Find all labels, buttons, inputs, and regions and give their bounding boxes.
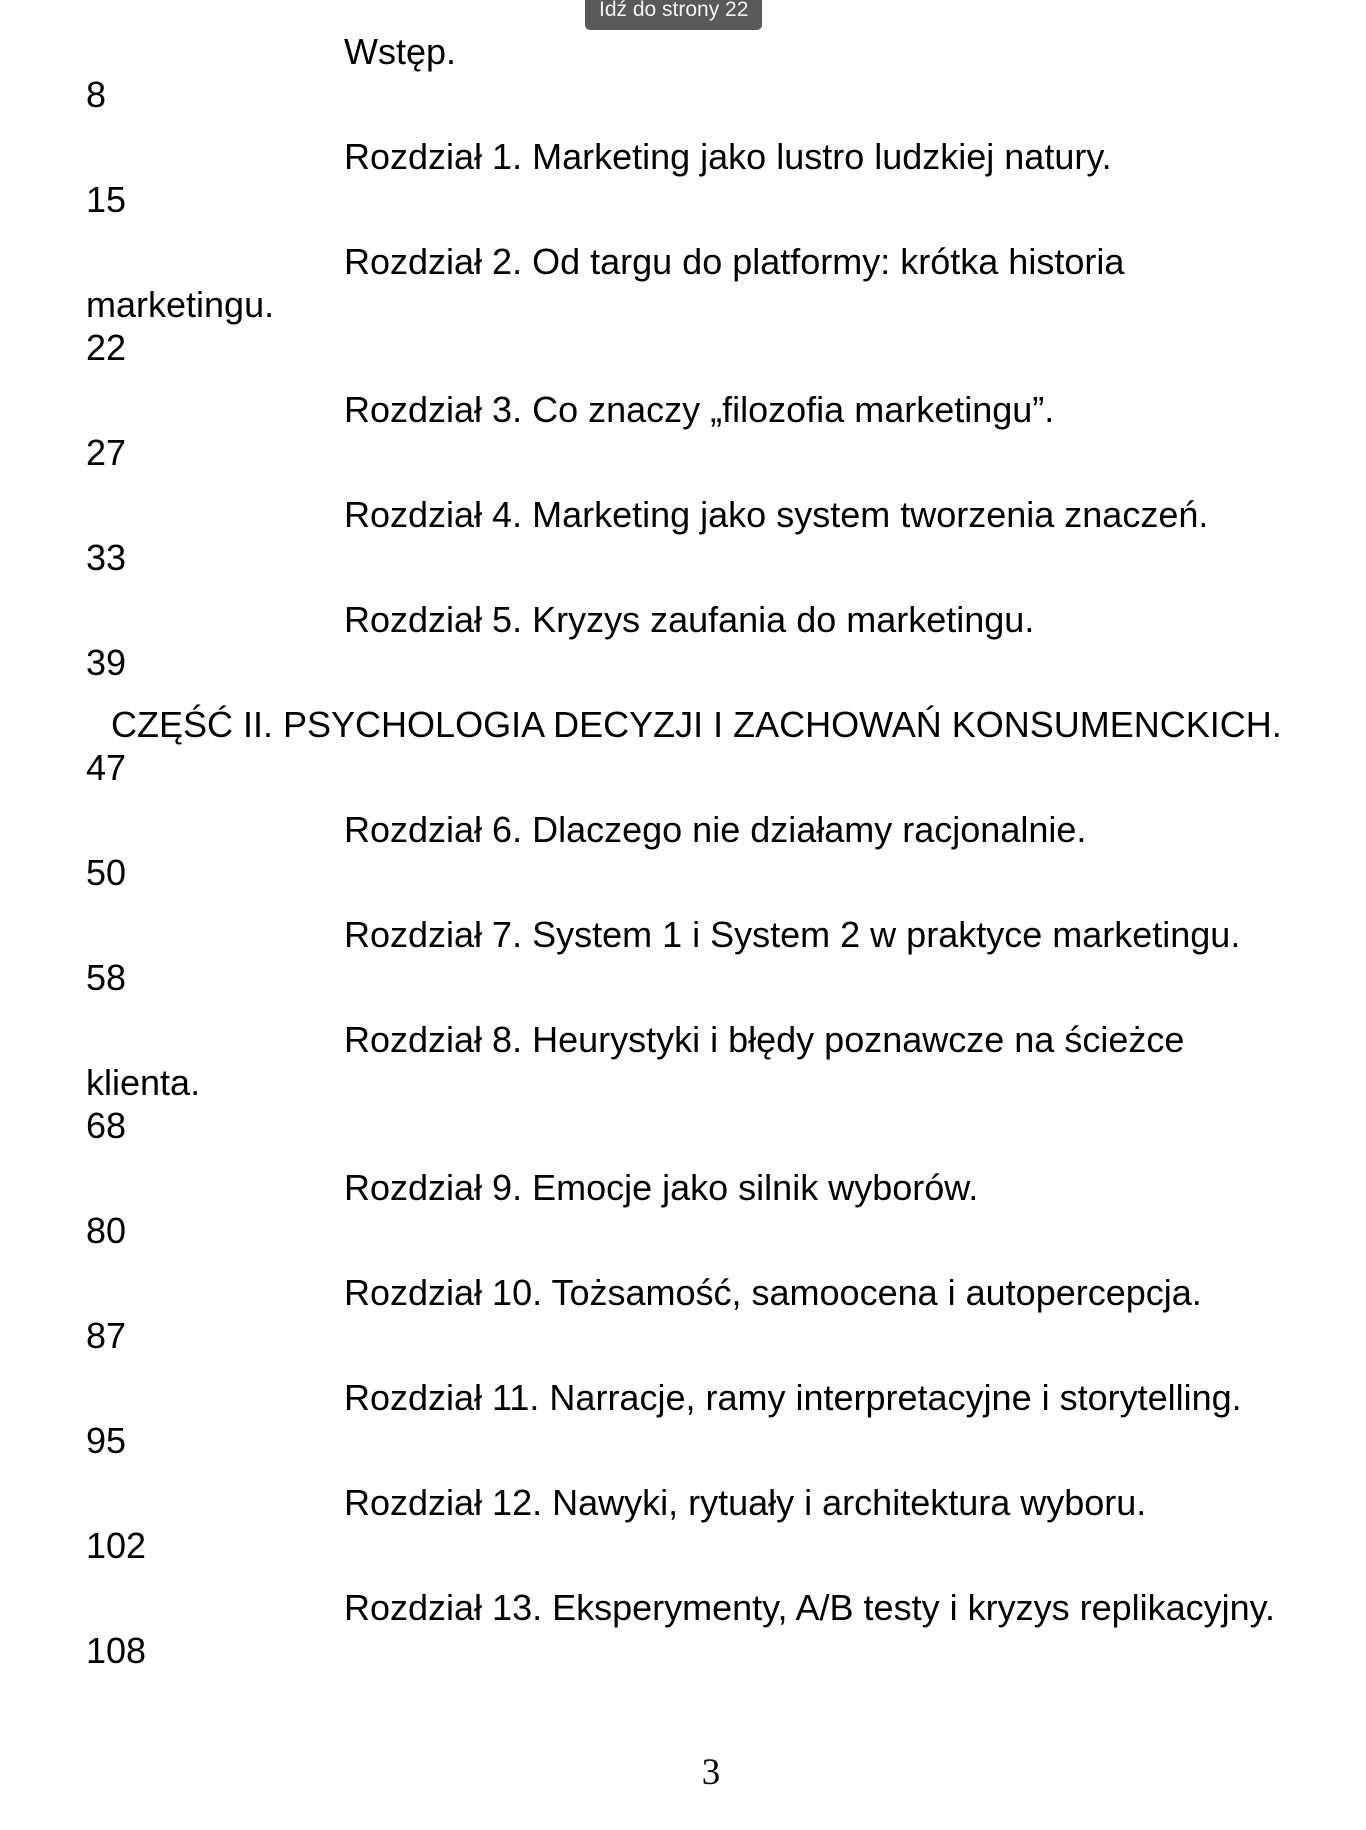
toc-entry bbox=[86, 1018, 1294, 1147]
toc-entry-page[interactable]: 87 bbox=[86, 1315, 127, 1356]
toc-entry bbox=[86, 240, 1294, 369]
toc-entry bbox=[86, 30, 1294, 116]
toc-entry-title[interactable]: Rozdział 9. Emocje jako silnik wyborów. bbox=[344, 1167, 979, 1208]
toc-entry-page[interactable]: 68 bbox=[86, 1105, 127, 1146]
toc-entry-page[interactable]: 95 bbox=[86, 1420, 127, 1461]
toc-entry-title[interactable]: Wstęp. bbox=[344, 31, 457, 72]
toc-entry bbox=[86, 135, 1294, 221]
toc-entry-page[interactable]: 8 bbox=[86, 74, 107, 115]
toc-entry bbox=[86, 913, 1294, 999]
toc-entry bbox=[86, 1481, 1294, 1567]
toc-entry-title[interactable]: Rozdział 8. Heurystyki i błędy poznawcze na ścieżce klienta. bbox=[86, 1019, 1185, 1103]
toc-entry bbox=[86, 1166, 1294, 1252]
toc-entry-title[interactable]: Rozdział 11. Narracje, ramy interpretacyjne i storytelling. bbox=[344, 1377, 1242, 1418]
toc-entry-page[interactable]: 80 bbox=[86, 1210, 127, 1251]
toc-entry-page[interactable]: 102 bbox=[86, 1525, 147, 1566]
toc-entry-page[interactable]: 47 bbox=[86, 747, 127, 788]
toc-entry bbox=[86, 388, 1294, 474]
table-of-contents bbox=[86, 30, 1294, 1672]
toc-entry-page[interactable]: 22 bbox=[86, 327, 127, 368]
toc-entry-title[interactable]: Rozdział 3. Co znaczy „filozofia marketingu”. bbox=[344, 389, 1055, 430]
go-to-page-tooltip: Idź do strony 22 bbox=[585, 0, 762, 30]
toc-entry-title[interactable]: Rozdział 7. System 1 i System 2 w praktyce marketingu. bbox=[344, 914, 1241, 955]
toc-entry-title[interactable]: Rozdział 13. Eksperymenty, A/B testy i kryzys replikacyjny. bbox=[344, 1587, 1275, 1628]
toc-entry bbox=[86, 493, 1294, 579]
toc-entry bbox=[86, 598, 1294, 684]
toc-entry-page[interactable]: 58 bbox=[86, 957, 127, 998]
toc-entry-title[interactable]: Rozdział 5. Kryzys zaufania do marketingu. bbox=[344, 599, 1035, 640]
toc-entry-title[interactable]: Rozdział 10. Tożsamość, samoocena i autopercepcja. bbox=[344, 1272, 1202, 1313]
toc-entry bbox=[86, 1586, 1294, 1672]
toc-entry-page[interactable]: 50 bbox=[86, 852, 127, 893]
toc-entry-page[interactable]: 108 bbox=[86, 1630, 147, 1671]
toc-entry-title[interactable]: Rozdział 1. Marketing jako lustro ludzkiej natury. bbox=[344, 136, 1112, 177]
toc-entry-title[interactable]: Rozdział 12. Nawyki, rytuały i architektura wyboru. bbox=[344, 1482, 1147, 1523]
toc-entry-page[interactable]: 27 bbox=[86, 432, 127, 473]
toc-entry-title[interactable]: Rozdział 6. Dlaczego nie działamy racjonalnie. bbox=[344, 809, 1087, 850]
toc-entry bbox=[86, 703, 1294, 789]
toc-entry-page[interactable]: 39 bbox=[86, 642, 127, 683]
toc-entry-title[interactable]: CZĘŚĆ II. PSYCHOLOGIA DECYZJI I ZACHOWAŃ KONSUMENCKICH. bbox=[111, 704, 1282, 745]
toc-entry bbox=[86, 1271, 1294, 1357]
toc-entry-title[interactable]: Rozdział 4. Marketing jako system tworzenia znaczeń. bbox=[344, 494, 1209, 535]
toc-entry-title[interactable]: Rozdział 2. Od targu do platformy: krótka historia marketingu. bbox=[86, 241, 1125, 325]
toc-entry bbox=[86, 1376, 1294, 1462]
toc-entry-page[interactable]: 15 bbox=[86, 179, 127, 220]
page-number: 3 bbox=[701, 1752, 721, 1793]
toc-entry bbox=[86, 808, 1294, 894]
toc-entry-page[interactable]: 33 bbox=[86, 537, 127, 578]
